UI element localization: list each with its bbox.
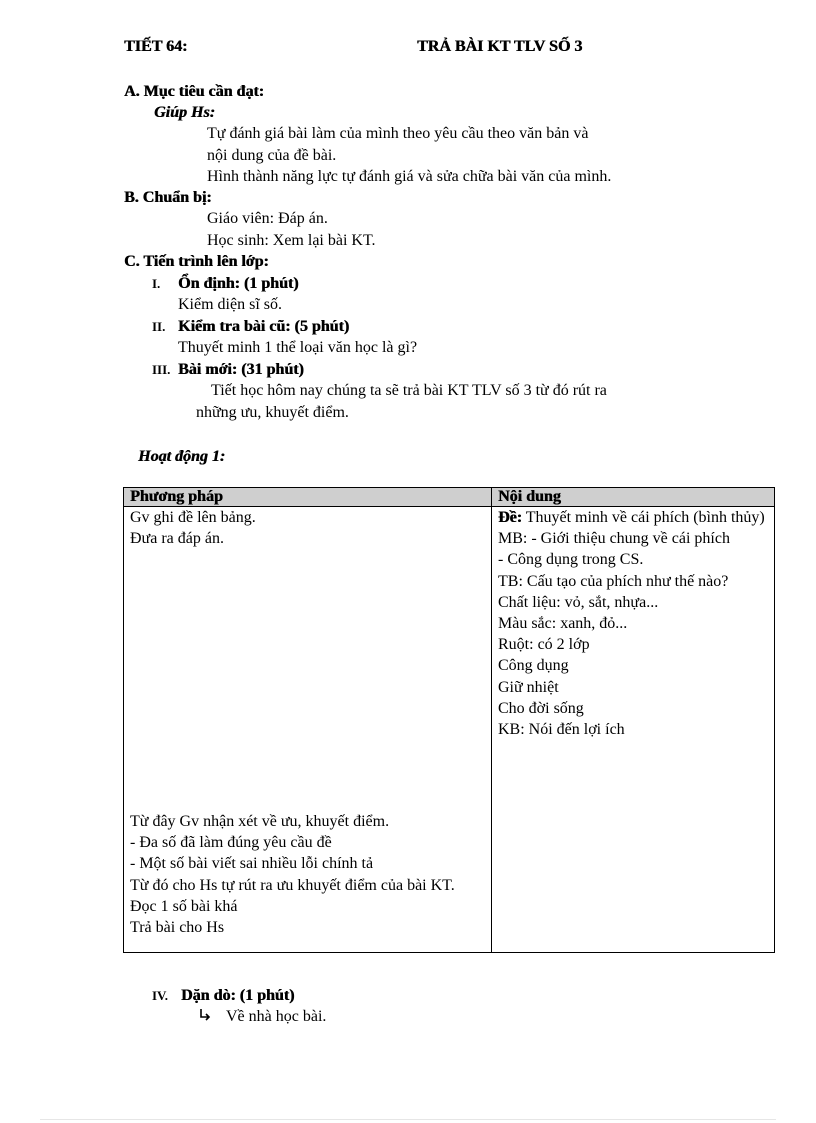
- step-3-number: III.: [152, 362, 171, 377]
- homework-item: [198, 1006, 326, 1027]
- step-3-heading: [152, 359, 304, 380]
- exam-topic-label: Đề:: [498, 509, 522, 526]
- objective-line-2: nội dung của đề bài.: [207, 147, 337, 164]
- content-line: Công dụng: [498, 657, 569, 675]
- method-line: Từ đây Gv nhận xét về ưu, khuyết điểm.: [130, 813, 390, 830]
- objective-line-1: Tự đánh giá bài làm của mình theo yêu cầu theo văn bản và: [207, 125, 589, 142]
- lesson-table: [123, 487, 775, 953]
- step-1-heading: [152, 273, 299, 294]
- page-bottom-rule: [40, 1119, 776, 1120]
- step-2-text: Thuyết minh 1 thể loại văn học là gì?: [178, 339, 418, 356]
- step-3-title: Bài mới: (31 phút): [178, 361, 304, 378]
- step-4-heading: [152, 985, 294, 1006]
- content-line: KB: Nói đến lợi ích: [498, 721, 625, 739]
- content-line: Chất liệu: vỏ, sắt, nhựa...: [498, 593, 659, 611]
- step-3-line-2: những ưu, khuyết điểm.: [196, 404, 349, 421]
- content-line: Cho đời sống: [498, 699, 584, 717]
- step-2-title: Kiểm tra bài cũ: (5 phút): [178, 318, 350, 335]
- method-feedback-block: [130, 811, 485, 938]
- column-header-method: Phương pháp: [124, 488, 492, 507]
- prep-teacher: Giáo viên: Đáp án.: [207, 210, 328, 227]
- method-cell: [124, 507, 492, 953]
- exam-topic: [498, 507, 768, 528]
- step-1-text: Kiểm diện sĩ số.: [178, 296, 282, 313]
- objective-line-3: Hình thành năng lực tự đánh giá và sửa chữa bài văn của mình.: [207, 168, 612, 185]
- method-line: Đọc 1 số bài khá: [130, 897, 238, 915]
- homework-text: Về nhà học bài.: [226, 1008, 327, 1025]
- method-line: Từ đó cho Hs tự rút ra ưu khuyết điểm của bài KT.: [130, 876, 455, 894]
- table-header-row: [124, 488, 775, 507]
- method-line: Trả bài cho Hs: [130, 919, 225, 937]
- step-1-number: I.: [152, 276, 161, 291]
- step-2-number: II.: [152, 319, 166, 334]
- step-1-title: Ổn định: (1 phút): [178, 275, 299, 292]
- section-a-sub: Giúp Hs:: [154, 104, 215, 121]
- content-line: MB: - Giới thiệu chung về cái phích: [498, 530, 730, 548]
- content-line: - Công dụng trong CS.: [498, 551, 644, 569]
- table-row: [124, 507, 775, 953]
- column-header-content: Nội dung: [492, 488, 775, 507]
- step-2-heading: [152, 316, 349, 337]
- activity-title: Hoạt động 1:: [138, 448, 226, 465]
- method-line: Gv ghi đề lên bảng.: [130, 509, 256, 526]
- method-line: Đưa ra đáp án.: [130, 530, 224, 548]
- content-line: TB: Cấu tạo của phích như thế nào?: [498, 572, 729, 590]
- exam-topic-text: Thuyết minh về cái phích (bình thủy): [525, 509, 765, 526]
- lesson-number: TIẾT 64:: [124, 38, 188, 55]
- content-cell: [492, 507, 775, 953]
- section-c-heading: C. Tiến trình lên lớp:: [124, 253, 269, 270]
- step-4-number: IV.: [152, 988, 169, 1003]
- lesson-title: TRẢ BÀI KT TLV SỐ 3: [417, 38, 583, 55]
- content-line: Ruột: có 2 lớp: [498, 636, 590, 654]
- section-b-heading: B. Chuẩn bị:: [124, 189, 212, 206]
- method-line: - Một số bài viết sai nhiều lỗi chính tả: [130, 855, 374, 873]
- section-a-heading: A. Mục tiêu cần đạt:: [124, 83, 264, 100]
- step-3-line-1: Tiết học hôm nay chúng ta sẽ trả bài KT TLV số 3 từ đó rút ra: [211, 382, 607, 399]
- pointer-bullet-icon: [198, 1006, 226, 1027]
- content-line: Giữ nhiệt: [498, 678, 559, 696]
- prep-student: Học sinh: Xem lại bài KT.: [207, 232, 376, 249]
- content-line: Màu sắc: xanh, đỏ...: [498, 615, 628, 633]
- method-line: - Đa số đã làm đúng yêu cầu đề: [130, 834, 332, 852]
- step-4-title: Dặn dò: (1 phút): [181, 987, 295, 1004]
